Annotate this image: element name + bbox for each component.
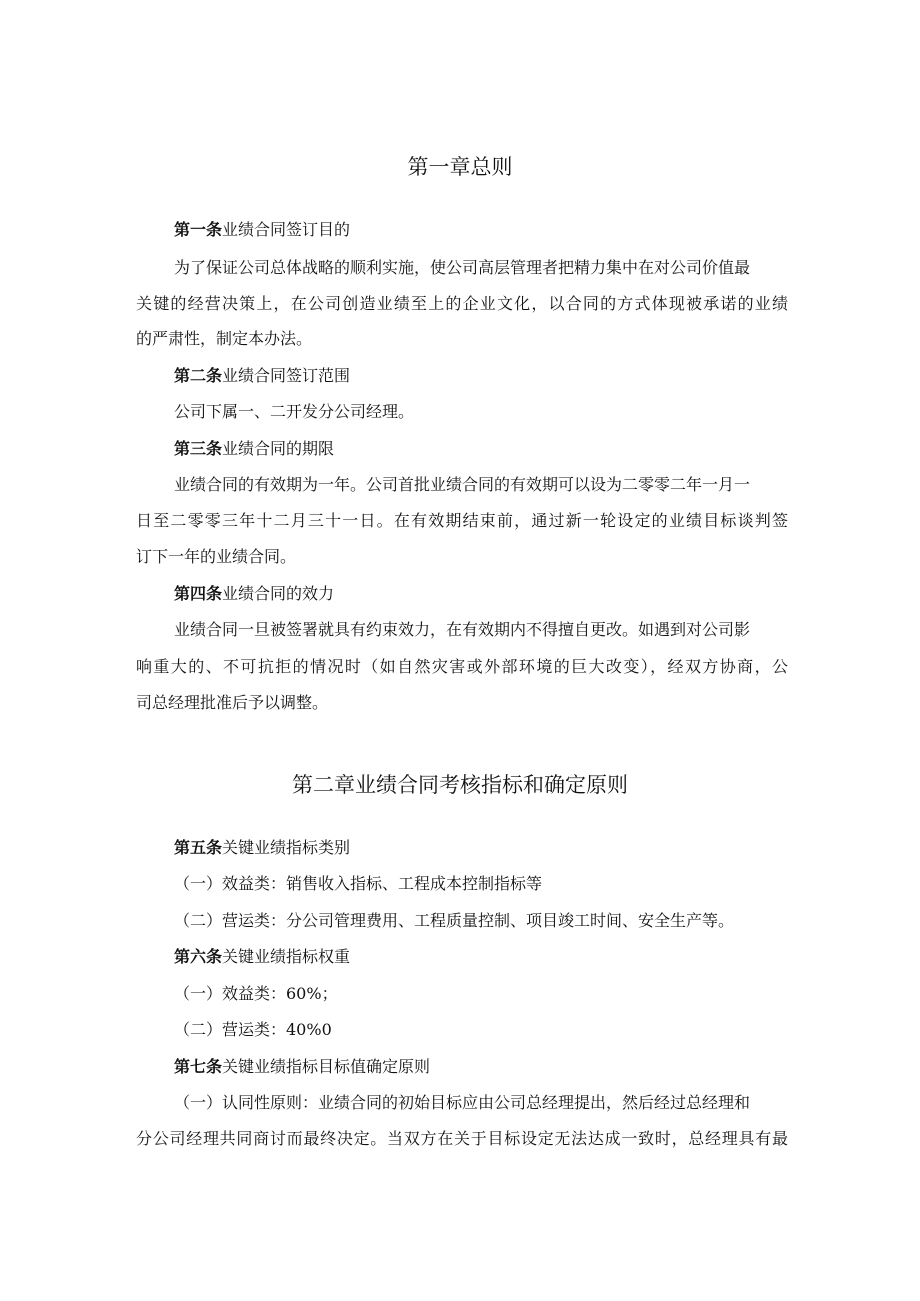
article-6-label: 第六条 xyxy=(174,947,223,966)
article-5-title: 关键业绩指标类别 xyxy=(222,838,351,857)
article-2-title: 业绩合同签订范围 xyxy=(222,366,351,385)
article-1-line-2: 关键的经营决策上，在公司创造业绩至上的企业文化，以合同的方式体现被承诺的业绩 xyxy=(136,294,788,313)
article-7-label: 第七条 xyxy=(174,1057,223,1076)
article-2-line-1: 公司下属一、二开发分公司经理。 xyxy=(174,402,415,421)
article-4-label: 第四条 xyxy=(174,584,223,603)
article-7-line-2: 分公司经理共同商讨而最终决定。当双方在关于目标设定无法达成一致时，总经理具有最 xyxy=(136,1129,788,1148)
article-1-label: 第一条 xyxy=(174,220,223,239)
article-1-heading xyxy=(174,218,350,242)
article-6-title: 关键业绩指标权重 xyxy=(222,947,351,966)
article-7-heading xyxy=(174,1055,430,1079)
article-1-line-1: 为了保证公司总体战略的顺利实施，使公司高层管理者把精力集中在对公司价值最 xyxy=(174,258,751,277)
chapter-1-title: 第一章总则 xyxy=(407,155,513,179)
article-4-line-1: 业绩合同一旦被签署就具有约束效力，在有效期内不得擅自更改。如遇到对公司影 xyxy=(174,620,751,639)
article-4-title: 业绩合同的效力 xyxy=(222,584,335,603)
chapter-2-title: 第二章业绩合同考核指标和确定原则 xyxy=(292,773,628,797)
article-3-line-2: 日至二零零三年十二月三十一日。在有效期结束前，通过新一轮设定的业绩目标谈判签 xyxy=(136,511,788,530)
article-7-title: 关键业绩指标目标值确定原则 xyxy=(222,1057,431,1076)
article-1-title: 业绩合同签订目的 xyxy=(222,220,351,239)
article-5-line-1: （一）效益类：销售收入指标、工程成本控制指标等 xyxy=(174,874,543,893)
article-2-label: 第二条 xyxy=(174,366,223,385)
article-4-line-3: 司总经理批准后予以调整。 xyxy=(136,693,329,712)
article-1-line-3: 的严肃性，制定本办法。 xyxy=(136,329,313,348)
article-4-line-2: 响重大的、不可抗拒的情况时（如自然灾害或外部环境的巨大改变），经双方协商，公 xyxy=(136,657,788,676)
article-3-line-3: 订下一年的业绩合同。 xyxy=(136,547,297,566)
article-6-heading xyxy=(174,945,350,969)
article-3-line-1: 业绩合同的有效期为一年。公司首批业绩合同的有效期可以设为二零零二年一月一 xyxy=(174,475,751,494)
article-5-label: 第五条 xyxy=(174,838,223,857)
article-5-heading xyxy=(174,836,350,860)
article-3-heading xyxy=(174,437,334,461)
article-6-line-2: （二）营运类：40%0 xyxy=(174,1020,332,1039)
article-2-heading xyxy=(174,364,350,388)
article-7-line-1: （一）认同性原则：业绩合同的初始目标应由公司总经理提出，然后经过总经理和 xyxy=(174,1093,751,1112)
article-4-heading xyxy=(174,582,334,606)
article-5-line-2: （二）营运类：分公司管理费用、工程质量控制、项目竣工时间、安全生产等。 xyxy=(174,911,735,930)
article-3-title: 业绩合同的期限 xyxy=(222,439,335,458)
article-6-line-1: （一）效益类：60%； xyxy=(174,984,338,1003)
article-3-label: 第三条 xyxy=(174,439,223,458)
